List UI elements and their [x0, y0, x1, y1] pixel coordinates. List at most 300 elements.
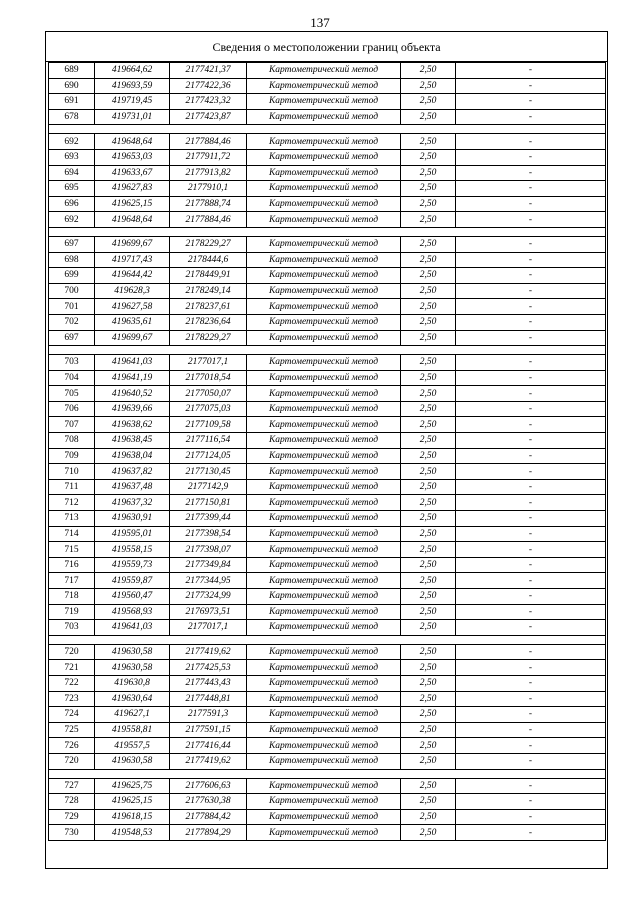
point-number-cell: 724: [49, 707, 95, 723]
method-cell: Картометрический метод: [247, 63, 401, 79]
description-cell: -: [456, 604, 606, 620]
accuracy-cell: 2,50: [401, 448, 456, 464]
separator-cell: [49, 635, 606, 644]
accuracy-cell: 2,50: [401, 620, 456, 636]
separator-cell: [49, 769, 606, 778]
table-row: [49, 196, 606, 212]
y-coordinate-cell: 2177606,63: [170, 778, 247, 794]
accuracy-cell: 2,50: [401, 252, 456, 268]
y-coordinate-cell: 2177910,1: [170, 181, 247, 197]
table-row: [49, 589, 606, 605]
group-separator: [49, 346, 606, 355]
point-number-cell: 716: [49, 557, 95, 573]
x-coordinate-cell: 419638,04: [95, 448, 170, 464]
accuracy-cell: 2,50: [401, 691, 456, 707]
y-coordinate-cell: 2177630,38: [170, 794, 247, 810]
y-coordinate-cell: 2177913,82: [170, 165, 247, 181]
x-coordinate-cell: 419717,43: [95, 252, 170, 268]
point-number-cell: 719: [49, 604, 95, 620]
method-cell: Картометрический метод: [247, 479, 401, 495]
y-coordinate-cell: 2177419,62: [170, 753, 247, 769]
table-row: [49, 149, 606, 165]
table-title: Сведения о местоположении границ объекта: [46, 32, 607, 62]
method-cell: Картометрический метод: [247, 401, 401, 417]
point-number-cell: 728: [49, 794, 95, 810]
method-cell: Картометрический метод: [247, 212, 401, 228]
point-number-cell: 703: [49, 620, 95, 636]
description-cell: -: [456, 448, 606, 464]
method-cell: Картометрический метод: [247, 355, 401, 371]
description-cell: -: [456, 691, 606, 707]
method-cell: Картометрический метод: [247, 691, 401, 707]
point-number-cell: 723: [49, 691, 95, 707]
point-number-cell: 718: [49, 589, 95, 605]
method-cell: Картометрический метод: [247, 94, 401, 110]
group-separator: [49, 769, 606, 778]
method-cell: Картометрический метод: [247, 753, 401, 769]
table-row: [49, 63, 606, 79]
x-coordinate-cell: 419618,15: [95, 809, 170, 825]
accuracy-cell: 2,50: [401, 433, 456, 449]
point-number-cell: 713: [49, 511, 95, 527]
table-row: [49, 809, 606, 825]
method-cell: Картометрический метод: [247, 526, 401, 542]
point-number-cell: 699: [49, 268, 95, 284]
accuracy-cell: 2,50: [401, 753, 456, 769]
table-row: [49, 78, 606, 94]
y-coordinate-cell: 2178449,91: [170, 268, 247, 284]
description-cell: -: [456, 417, 606, 433]
table-row: [49, 433, 606, 449]
y-coordinate-cell: 2178229,27: [170, 236, 247, 252]
table-row: [49, 495, 606, 511]
description-cell: -: [456, 330, 606, 346]
y-coordinate-cell: 2177443,43: [170, 675, 247, 691]
y-coordinate-cell: 2178236,64: [170, 314, 247, 330]
y-coordinate-cell: 2177398,07: [170, 542, 247, 558]
point-number-cell: 701: [49, 299, 95, 315]
point-number-cell: 689: [49, 63, 95, 79]
x-coordinate-cell: 419633,67: [95, 165, 170, 181]
y-coordinate-cell: 2177398,54: [170, 526, 247, 542]
x-coordinate-cell: 419630,8: [95, 675, 170, 691]
x-coordinate-cell: 419639,66: [95, 401, 170, 417]
description-cell: -: [456, 355, 606, 371]
x-coordinate-cell: 419648,64: [95, 212, 170, 228]
table-row: [49, 109, 606, 125]
group-separator: [49, 227, 606, 236]
y-coordinate-cell: 2177109,58: [170, 417, 247, 433]
point-number-cell: 705: [49, 386, 95, 402]
x-coordinate-cell: 419640,52: [95, 386, 170, 402]
y-coordinate-cell: 2177884,46: [170, 134, 247, 150]
y-coordinate-cell: 2177130,45: [170, 464, 247, 480]
table-row: [49, 94, 606, 110]
description-cell: -: [456, 778, 606, 794]
table-row: [49, 134, 606, 150]
description-cell: -: [456, 809, 606, 825]
point-number-cell: 697: [49, 330, 95, 346]
y-coordinate-cell: 2178249,14: [170, 283, 247, 299]
description-cell: -: [456, 722, 606, 738]
x-coordinate-cell: 419548,53: [95, 825, 170, 841]
description-cell: -: [456, 825, 606, 841]
method-cell: Картометрический метод: [247, 604, 401, 620]
description-cell: -: [456, 511, 606, 527]
description-cell: -: [456, 196, 606, 212]
accuracy-cell: 2,50: [401, 109, 456, 125]
x-coordinate-cell: 419664,62: [95, 63, 170, 79]
point-number-cell: 707: [49, 417, 95, 433]
y-coordinate-cell: 2177911,72: [170, 149, 247, 165]
method-cell: Картометрический метод: [247, 370, 401, 386]
accuracy-cell: 2,50: [401, 401, 456, 417]
accuracy-cell: 2,50: [401, 149, 456, 165]
method-cell: Картометрический метод: [247, 78, 401, 94]
method-cell: Картометрический метод: [247, 738, 401, 754]
y-coordinate-cell: 2178229,27: [170, 330, 247, 346]
y-coordinate-cell: 2177888,74: [170, 196, 247, 212]
point-number-cell: 692: [49, 212, 95, 228]
method-cell: Картометрический метод: [247, 268, 401, 284]
point-number-cell: 704: [49, 370, 95, 386]
method-cell: Картометрический метод: [247, 417, 401, 433]
y-coordinate-cell: 2177075,03: [170, 401, 247, 417]
accuracy-cell: 2,50: [401, 464, 456, 480]
description-cell: -: [456, 134, 606, 150]
method-cell: Картометрический метод: [247, 722, 401, 738]
y-coordinate-cell: 2177017,1: [170, 620, 247, 636]
point-number-cell: 726: [49, 738, 95, 754]
x-coordinate-cell: 419637,48: [95, 479, 170, 495]
y-coordinate-cell: 2177416,44: [170, 738, 247, 754]
method-cell: Картометрический метод: [247, 134, 401, 150]
accuracy-cell: 2,50: [401, 526, 456, 542]
description-cell: -: [456, 644, 606, 660]
table-row: [49, 330, 606, 346]
x-coordinate-cell: 419641,03: [95, 355, 170, 371]
table-row: [49, 181, 606, 197]
method-cell: Картометрический метод: [247, 252, 401, 268]
description-cell: -: [456, 181, 606, 197]
method-cell: Картометрический метод: [247, 448, 401, 464]
description-cell: -: [456, 94, 606, 110]
description-cell: -: [456, 495, 606, 511]
table-row: [49, 722, 606, 738]
point-number-cell: 720: [49, 753, 95, 769]
description-cell: -: [456, 794, 606, 810]
method-cell: Картометрический метод: [247, 165, 401, 181]
y-coordinate-cell: 2177349,84: [170, 557, 247, 573]
x-coordinate-cell: 419638,62: [95, 417, 170, 433]
y-coordinate-cell: 2177142,9: [170, 479, 247, 495]
accuracy-cell: 2,50: [401, 557, 456, 573]
x-coordinate-cell: 419557,5: [95, 738, 170, 754]
method-cell: Картометрический метод: [247, 109, 401, 125]
accuracy-cell: 2,50: [401, 794, 456, 810]
group-separator: [49, 635, 606, 644]
y-coordinate-cell: 2177894,29: [170, 825, 247, 841]
x-coordinate-cell: 419644,42: [95, 268, 170, 284]
table-row: [49, 691, 606, 707]
description-cell: -: [456, 557, 606, 573]
method-cell: Картометрический метод: [247, 511, 401, 527]
description-cell: -: [456, 738, 606, 754]
x-coordinate-cell: 419630,58: [95, 644, 170, 660]
point-number-cell: 714: [49, 526, 95, 542]
x-coordinate-cell: 419625,75: [95, 778, 170, 794]
y-coordinate-cell: 2177884,46: [170, 212, 247, 228]
point-number-cell: 722: [49, 675, 95, 691]
point-number-cell: 725: [49, 722, 95, 738]
table-row: [49, 268, 606, 284]
table-row: [49, 573, 606, 589]
page-number: 137: [310, 15, 330, 30]
accuracy-cell: 2,50: [401, 134, 456, 150]
x-coordinate-cell: 419648,64: [95, 134, 170, 150]
y-coordinate-cell: 2177425,53: [170, 660, 247, 676]
accuracy-cell: 2,50: [401, 236, 456, 252]
document-frame: [45, 31, 608, 869]
description-cell: -: [456, 707, 606, 723]
y-coordinate-cell: 2178237,61: [170, 299, 247, 315]
table-row: [49, 448, 606, 464]
description-cell: -: [456, 675, 606, 691]
method-cell: Картометрический метод: [247, 794, 401, 810]
description-cell: -: [456, 165, 606, 181]
accuracy-cell: 2,50: [401, 417, 456, 433]
table-row: [49, 707, 606, 723]
point-number-cell: 708: [49, 433, 95, 449]
x-coordinate-cell: 419719,45: [95, 94, 170, 110]
method-cell: Картометрический метод: [247, 825, 401, 841]
x-coordinate-cell: 419559,73: [95, 557, 170, 573]
separator-cell: [49, 227, 606, 236]
table-row: [49, 417, 606, 433]
table-row: [49, 236, 606, 252]
accuracy-cell: 2,50: [401, 573, 456, 589]
accuracy-cell: 2,50: [401, 355, 456, 371]
table-row: [49, 557, 606, 573]
x-coordinate-cell: 419630,91: [95, 511, 170, 527]
y-coordinate-cell: 2177116,54: [170, 433, 247, 449]
y-coordinate-cell: 2177448,81: [170, 691, 247, 707]
x-coordinate-cell: 419630,58: [95, 660, 170, 676]
x-coordinate-cell: 419641,03: [95, 620, 170, 636]
description-cell: -: [456, 433, 606, 449]
accuracy-cell: 2,50: [401, 722, 456, 738]
description-cell: -: [456, 589, 606, 605]
y-coordinate-cell: 2177421,37: [170, 63, 247, 79]
method-cell: Картометрический метод: [247, 181, 401, 197]
x-coordinate-cell: 419731,01: [95, 109, 170, 125]
accuracy-cell: 2,50: [401, 63, 456, 79]
table-row: [49, 526, 606, 542]
point-number-cell: 710: [49, 464, 95, 480]
y-coordinate-cell: 2177124,05: [170, 448, 247, 464]
description-cell: -: [456, 109, 606, 125]
accuracy-cell: 2,50: [401, 604, 456, 620]
table-row: [49, 283, 606, 299]
table-row: [49, 753, 606, 769]
description-cell: -: [456, 212, 606, 228]
point-number-cell: 695: [49, 181, 95, 197]
point-number-cell: 709: [49, 448, 95, 464]
description-cell: -: [456, 526, 606, 542]
accuracy-cell: 2,50: [401, 675, 456, 691]
x-coordinate-cell: 419625,15: [95, 196, 170, 212]
method-cell: Картометрический метод: [247, 644, 401, 660]
y-coordinate-cell: 2176973,51: [170, 604, 247, 620]
x-coordinate-cell: 419635,61: [95, 314, 170, 330]
description-cell: -: [456, 542, 606, 558]
accuracy-cell: 2,50: [401, 94, 456, 110]
y-coordinate-cell: 2177150,81: [170, 495, 247, 511]
x-coordinate-cell: 419630,58: [95, 753, 170, 769]
table-row: [49, 604, 606, 620]
x-coordinate-cell: 419630,64: [95, 691, 170, 707]
x-coordinate-cell: 419558,81: [95, 722, 170, 738]
point-number-cell: 717: [49, 573, 95, 589]
table-row: [49, 511, 606, 527]
description-cell: -: [456, 299, 606, 315]
method-cell: Картометрический метод: [247, 778, 401, 794]
method-cell: Картометрический метод: [247, 620, 401, 636]
description-cell: -: [456, 753, 606, 769]
description-cell: -: [456, 236, 606, 252]
x-coordinate-cell: 419653,03: [95, 149, 170, 165]
method-cell: Картометрический метод: [247, 464, 401, 480]
table-row: [49, 479, 606, 495]
accuracy-cell: 2,50: [401, 268, 456, 284]
y-coordinate-cell: 2177423,32: [170, 94, 247, 110]
y-coordinate-cell: 2177050,07: [170, 386, 247, 402]
table-row: [49, 252, 606, 268]
method-cell: Картометрический метод: [247, 675, 401, 691]
table-row: [49, 370, 606, 386]
x-coordinate-cell: 419628,3: [95, 283, 170, 299]
point-number-cell: 706: [49, 401, 95, 417]
method-cell: Картометрический метод: [247, 542, 401, 558]
x-coordinate-cell: 419637,32: [95, 495, 170, 511]
table-row: [49, 738, 606, 754]
method-cell: Картометрический метод: [247, 330, 401, 346]
accuracy-cell: 2,50: [401, 738, 456, 754]
x-coordinate-cell: 419693,59: [95, 78, 170, 94]
method-cell: Картометрический метод: [247, 314, 401, 330]
accuracy-cell: 2,50: [401, 78, 456, 94]
accuracy-cell: 2,50: [401, 589, 456, 605]
point-number-cell: 730: [49, 825, 95, 841]
point-number-cell: 694: [49, 165, 95, 181]
point-number-cell: 729: [49, 809, 95, 825]
table-row: [49, 644, 606, 660]
x-coordinate-cell: 419625,15: [95, 794, 170, 810]
description-cell: -: [456, 78, 606, 94]
description-cell: -: [456, 620, 606, 636]
table-row: [49, 401, 606, 417]
description-cell: -: [456, 386, 606, 402]
accuracy-cell: 2,50: [401, 479, 456, 495]
description-cell: -: [456, 660, 606, 676]
method-cell: Картометрический метод: [247, 196, 401, 212]
point-number-cell: 698: [49, 252, 95, 268]
table-row: [49, 675, 606, 691]
method-cell: Картометрический метод: [247, 386, 401, 402]
x-coordinate-cell: 419627,58: [95, 299, 170, 315]
accuracy-cell: 2,50: [401, 511, 456, 527]
y-coordinate-cell: 2177419,62: [170, 644, 247, 660]
table-row: [49, 314, 606, 330]
method-cell: Картометрический метод: [247, 557, 401, 573]
accuracy-cell: 2,50: [401, 299, 456, 315]
y-coordinate-cell: 2177399,44: [170, 511, 247, 527]
x-coordinate-cell: 419699,67: [95, 236, 170, 252]
method-cell: Картометрический метод: [247, 433, 401, 449]
y-coordinate-cell: 2177423,87: [170, 109, 247, 125]
table-row: [49, 794, 606, 810]
point-number-cell: 715: [49, 542, 95, 558]
accuracy-cell: 2,50: [401, 181, 456, 197]
point-number-cell: 697: [49, 236, 95, 252]
method-cell: Картометрический метод: [247, 660, 401, 676]
y-coordinate-cell: 2177344,95: [170, 573, 247, 589]
coordinates-table: [48, 62, 606, 841]
accuracy-cell: 2,50: [401, 330, 456, 346]
x-coordinate-cell: 419595,01: [95, 526, 170, 542]
method-cell: Картометрический метод: [247, 495, 401, 511]
table-row: [49, 620, 606, 636]
x-coordinate-cell: 419560,47: [95, 589, 170, 605]
x-coordinate-cell: 419558,15: [95, 542, 170, 558]
x-coordinate-cell: 419627,1: [95, 707, 170, 723]
y-coordinate-cell: 2177324,99: [170, 589, 247, 605]
method-cell: Картометрический метод: [247, 809, 401, 825]
description-cell: -: [456, 370, 606, 386]
point-number-cell: 691: [49, 94, 95, 110]
point-number-cell: 678: [49, 109, 95, 125]
table-row: [49, 165, 606, 181]
table-row: [49, 355, 606, 371]
table-row: [49, 825, 606, 841]
method-cell: Картометрический метод: [247, 589, 401, 605]
method-cell: Картометрический метод: [247, 707, 401, 723]
description-cell: -: [456, 149, 606, 165]
accuracy-cell: 2,50: [401, 778, 456, 794]
accuracy-cell: 2,50: [401, 542, 456, 558]
accuracy-cell: 2,50: [401, 809, 456, 825]
method-cell: Картометрический метод: [247, 573, 401, 589]
table-row: [49, 660, 606, 676]
description-cell: -: [456, 283, 606, 299]
method-cell: Картометрический метод: [247, 236, 401, 252]
point-number-cell: 702: [49, 314, 95, 330]
y-coordinate-cell: 2178444,6: [170, 252, 247, 268]
y-coordinate-cell: 2177017,1: [170, 355, 247, 371]
accuracy-cell: 2,50: [401, 644, 456, 660]
point-number-cell: 696: [49, 196, 95, 212]
description-cell: -: [456, 573, 606, 589]
accuracy-cell: 2,50: [401, 314, 456, 330]
point-number-cell: 720: [49, 644, 95, 660]
y-coordinate-cell: 2177884,42: [170, 809, 247, 825]
method-cell: Картометрический метод: [247, 283, 401, 299]
point-number-cell: 693: [49, 149, 95, 165]
group-separator: [49, 125, 606, 134]
table-row: [49, 778, 606, 794]
method-cell: Картометрический метод: [247, 299, 401, 315]
x-coordinate-cell: 419641,19: [95, 370, 170, 386]
